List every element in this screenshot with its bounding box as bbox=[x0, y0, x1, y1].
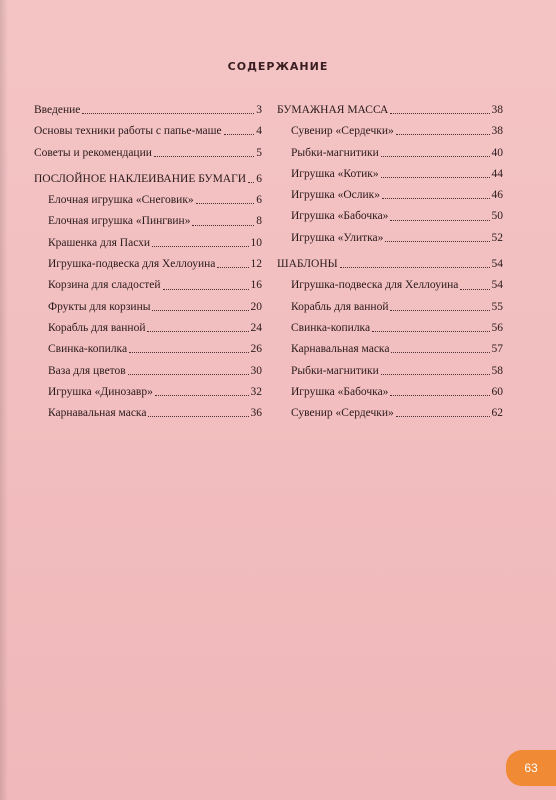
toc-entry[interactable] bbox=[277, 185, 503, 206]
toc-entry-title: Рыбки-магнитики bbox=[291, 146, 379, 159]
toc-leader-dots bbox=[340, 267, 490, 268]
toc-entry-title: Свинка-копилка bbox=[48, 343, 128, 356]
toc-entry[interactable] bbox=[34, 100, 262, 121]
toc-entry[interactable] bbox=[277, 275, 503, 296]
page-edge-shadow bbox=[0, 0, 8, 800]
toc-entry-title: Основы техники работы с папье-маше bbox=[34, 125, 222, 138]
toc-entry[interactable] bbox=[34, 361, 262, 382]
toc-entry-page: 24 bbox=[250, 321, 262, 334]
toc-leader-dots bbox=[128, 374, 249, 375]
toc-entry-title: Крашенка для Пасхи bbox=[48, 236, 151, 249]
toc-entry-page: 3 bbox=[256, 104, 262, 116]
toc-entry-page: 10 bbox=[250, 236, 262, 249]
toc-entry-page: 6 bbox=[256, 194, 262, 207]
toc-entry[interactable] bbox=[277, 164, 503, 185]
toc-entry[interactable] bbox=[34, 143, 262, 164]
toc-leader-dots bbox=[82, 113, 254, 114]
toc-leader-dots bbox=[196, 203, 255, 204]
toc-leader-dots bbox=[460, 289, 489, 290]
toc-entry-title: Ваза для цветов bbox=[48, 364, 126, 377]
toc-entry[interactable] bbox=[277, 382, 503, 403]
toc-entry[interactable] bbox=[34, 339, 262, 360]
toc-entry-page: 20 bbox=[250, 300, 262, 313]
toc-entry[interactable] bbox=[34, 169, 262, 190]
toc-entry[interactable] bbox=[277, 100, 503, 121]
toc-entry-title: Сувенир «Сердечки» bbox=[291, 125, 394, 138]
toc-entry-page: 60 bbox=[491, 385, 503, 398]
toc-entry[interactable] bbox=[34, 297, 262, 318]
toc-leader-dots bbox=[248, 182, 254, 183]
toc-entry-page: 16 bbox=[250, 279, 262, 292]
toc-leader-dots bbox=[390, 113, 489, 114]
toc-entry-title: Фрукты для корзины bbox=[48, 300, 151, 313]
page-title: содержание bbox=[227, 56, 329, 74]
toc-leader-dots bbox=[390, 310, 489, 311]
toc-entry-title: Свинка-копилка bbox=[291, 321, 371, 334]
toc-entry[interactable] bbox=[34, 254, 262, 275]
toc-leader-dots bbox=[381, 374, 490, 375]
toc-entry-page: 6 bbox=[256, 172, 262, 185]
toc-entry-page: 54 bbox=[491, 258, 503, 271]
toc-entry-page: 62 bbox=[491, 407, 503, 420]
toc-leader-dots bbox=[217, 267, 248, 268]
toc-leader-dots bbox=[154, 156, 254, 157]
toc-leader-dots bbox=[382, 198, 489, 199]
toc-entry-page: 12 bbox=[250, 258, 262, 271]
toc-leader-dots bbox=[148, 416, 248, 417]
toc-entry-page: 40 bbox=[491, 146, 503, 159]
toc-entry[interactable] bbox=[34, 211, 262, 232]
page-number: 63 bbox=[524, 761, 538, 775]
toc-right-column bbox=[277, 100, 503, 424]
toc-entry-title: Игрушка-подвеска для Хеллоуина bbox=[48, 258, 216, 271]
toc-leader-dots bbox=[155, 395, 249, 396]
toc-leader-dots bbox=[152, 310, 248, 311]
toc-leader-dots bbox=[385, 241, 489, 242]
toc-entry-title: ШАБЛОНЫ bbox=[277, 258, 338, 271]
toc-left-column bbox=[34, 100, 262, 424]
toc-leader-dots bbox=[390, 220, 489, 221]
toc-entry-title: ПОСЛОЙНОЕ НАКЛЕИВАНИЕ БУМАГИ bbox=[34, 172, 247, 185]
toc-entry-title: Елочная игрушка «Пингвин» bbox=[48, 215, 191, 228]
toc-entry[interactable] bbox=[34, 233, 262, 254]
toc-leader-dots bbox=[381, 177, 490, 178]
toc-entry[interactable] bbox=[34, 121, 262, 142]
toc-entry[interactable] bbox=[277, 339, 503, 360]
toc-entry[interactable] bbox=[277, 143, 503, 164]
toc-entry-title: Елочная игрушка «Снеговик» bbox=[48, 194, 194, 207]
toc-entry[interactable] bbox=[277, 403, 503, 424]
toc-entry-page: 32 bbox=[250, 385, 262, 398]
toc-entry[interactable] bbox=[277, 297, 503, 318]
toc-entry-title: Игрушка «Ослик» bbox=[291, 189, 381, 202]
toc-entry[interactable] bbox=[34, 275, 262, 296]
toc-leader-dots bbox=[163, 289, 249, 290]
toc-leader-dots bbox=[152, 246, 248, 247]
toc-entry-page: 30 bbox=[250, 364, 262, 377]
toc-entry[interactable] bbox=[34, 403, 262, 424]
toc-entry-title: Корабль для ванной bbox=[48, 321, 146, 334]
toc-leader-dots bbox=[381, 156, 490, 157]
toc-leader-dots bbox=[396, 134, 490, 135]
toc-entry-title: Карнавальная маска bbox=[291, 343, 390, 356]
toc-entry[interactable] bbox=[277, 254, 503, 275]
toc-entry[interactable] bbox=[34, 190, 262, 211]
toc-entry-page: 5 bbox=[256, 146, 262, 159]
toc-entry[interactable] bbox=[277, 228, 503, 249]
toc-entry-title: Корзина для сладостей bbox=[48, 279, 161, 292]
toc-entry-title: Игрушка «Улитка» bbox=[291, 231, 384, 244]
toc-entry-page: 57 bbox=[491, 343, 503, 356]
toc-entry-page: 26 bbox=[250, 343, 262, 356]
toc-entry-page: 4 bbox=[256, 125, 262, 138]
toc-entry-title: БУМАЖНАЯ МАССА bbox=[277, 104, 389, 116]
toc-entry[interactable] bbox=[34, 382, 262, 403]
toc-leader-dots bbox=[129, 352, 248, 353]
toc-entry-page: 36 bbox=[250, 407, 262, 420]
toc-entry[interactable] bbox=[277, 121, 503, 142]
toc-entry[interactable] bbox=[34, 318, 262, 339]
toc-leader-dots bbox=[372, 331, 489, 332]
toc-entry-page: 44 bbox=[491, 167, 503, 180]
page-number-tab bbox=[506, 750, 556, 786]
toc-entry[interactable] bbox=[277, 206, 503, 227]
toc-entry-page: 54 bbox=[491, 279, 503, 292]
toc-entry-title: Игрушка «Динозавр» bbox=[48, 385, 153, 398]
toc-entry-title: Игрушка-подвеска для Хеллоуина bbox=[291, 279, 459, 292]
toc-leader-dots bbox=[224, 134, 255, 135]
toc-entry-page: 50 bbox=[491, 210, 503, 223]
toc-leader-dots bbox=[396, 416, 490, 417]
toc-leader-dots bbox=[147, 331, 248, 332]
toc-entry-page: 46 bbox=[491, 189, 503, 202]
toc-entry-page: 55 bbox=[491, 300, 503, 313]
toc-leader-dots bbox=[192, 225, 254, 226]
toc-entry-page: 56 bbox=[491, 321, 503, 334]
toc-entry-title: Введение bbox=[34, 104, 81, 116]
toc-entry-title: Игрушка «Котик» bbox=[291, 167, 379, 180]
toc-entry-title: Советы и рекомендации bbox=[34, 146, 152, 159]
toc-entry-page: 8 bbox=[256, 215, 262, 228]
toc-entry[interactable] bbox=[277, 361, 503, 382]
toc-leader-dots bbox=[391, 352, 489, 353]
toc-entry-title: Корабль для ванной bbox=[291, 300, 389, 313]
toc-entry-title: Рыбки-магнитики bbox=[291, 364, 379, 377]
toc-entry-title: Игрушка «Бабочка» bbox=[291, 385, 389, 398]
toc-entry-title: Сувенир «Сердечки» bbox=[291, 407, 394, 420]
toc-entry-title: Игрушка «Бабочка» bbox=[291, 210, 389, 223]
toc-entry-page: 38 bbox=[491, 125, 503, 138]
toc-entry-page: 58 bbox=[491, 364, 503, 377]
toc-entry-page: 38 bbox=[491, 104, 503, 116]
toc-leader-dots bbox=[390, 395, 489, 396]
toc-entry-page: 52 bbox=[491, 231, 503, 244]
toc-entry[interactable] bbox=[277, 318, 503, 339]
toc-entry-title: Карнавальная маска bbox=[48, 407, 147, 420]
